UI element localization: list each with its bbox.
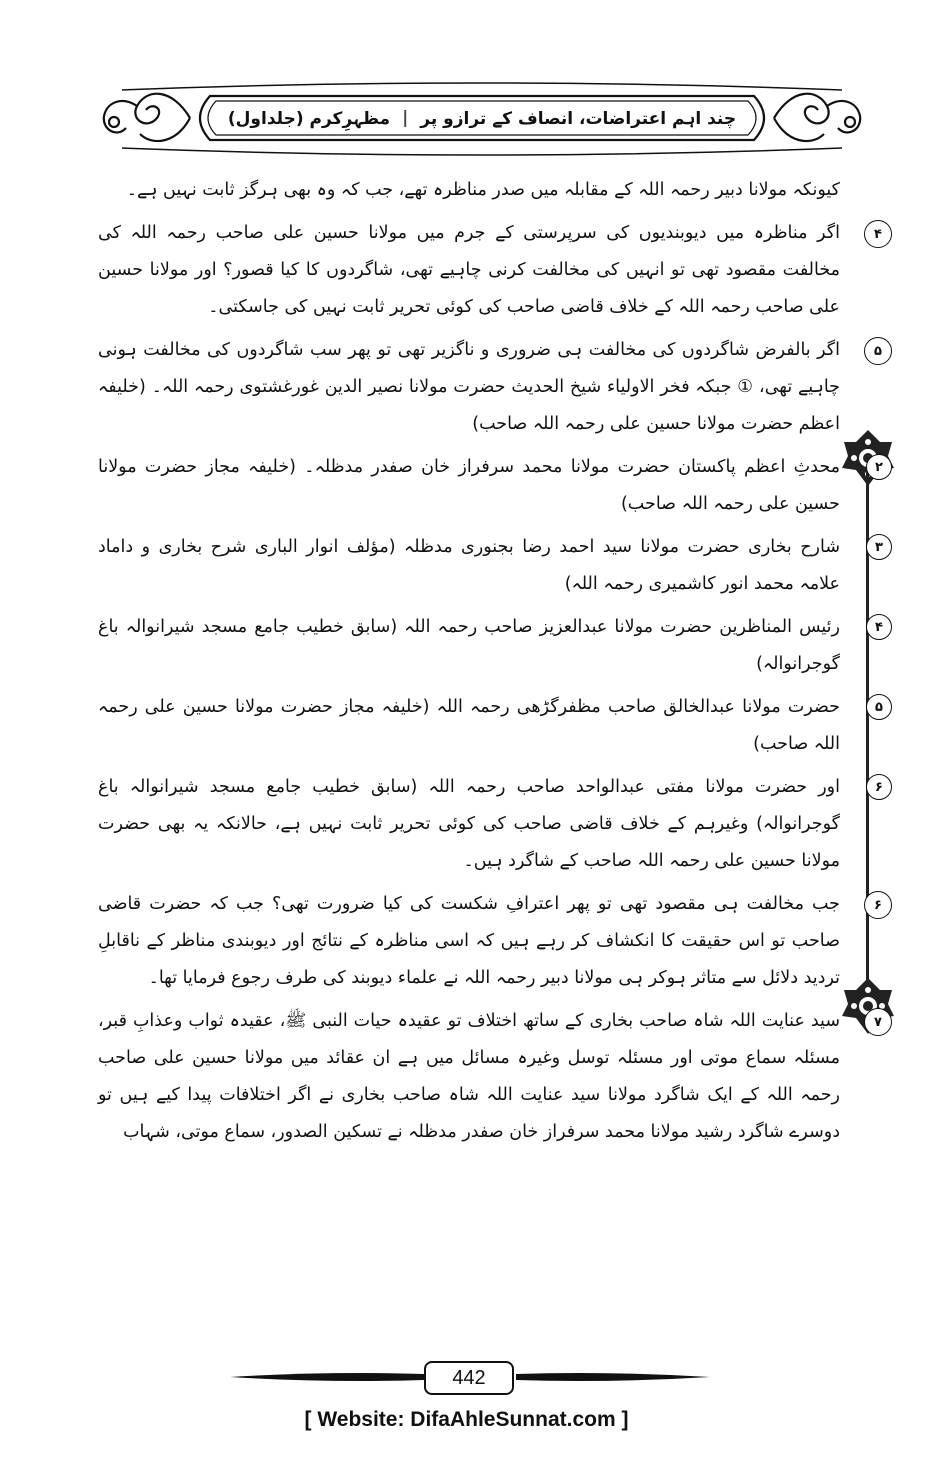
header-title	[212, 100, 752, 136]
numbered-point	[98, 332, 882, 443]
chapter-title: چند اہم اعتراضات، انصاف کے ترازو پر	[420, 108, 737, 129]
paragraph-text: سید عنایت اللہ شاہ صاحب بخاری کے ساتھ اختلاف تو عقیدہ حیات النبی ﷺ، عقیدہ ثواب وعذابِ قبر، مسئلہ سماع موتی اور مسئلہ توسل وغیرہ مسائل میں ہے ان عقائد میں مولانا حسین علی صاحب رحمہ اللہ کے ایک شاگرد مولانا سید عنایت اللہ شاہ صاحب بخاری نے اگر اختلافات پیدا کیے ہیں تو دوسرے شاگرد رشید مولانا محمد سرفراز خان صفدر مدظلہ نے تسکین الصدور، سماع موتی، شہاب	[98, 1011, 840, 1142]
paragraph-text: کیونکہ مولانا دبیر رحمہ اللہ کے مقابلہ میں صدر مناظرہ تھے، جب کہ وہ بھی ہرگز ثابت نہیں ہے۔	[126, 180, 840, 200]
point-number-badge: ۵	[864, 337, 892, 365]
page-body	[98, 172, 883, 1157]
paragraph-text: رئیس المناظرین حضرت مولانا عبدالعزیز صاحب رحمہ اللہ (سابق خطیب جامع مسجد شیرانوالہ باغ گوجرانوالہ)	[98, 617, 840, 674]
numbered-sub-point	[98, 529, 883, 603]
numbered-sub-point	[98, 769, 883, 880]
header-separator: |	[402, 108, 409, 128]
point-number-badge: ۳	[866, 534, 892, 560]
point-number-badge: ۵	[866, 694, 892, 720]
paragraph-text: اور حضرت مولانا مفتی عبدالواحد صاحب رحمہ اللہ (سابق خطیب جامع مسجد شیرانوالہ باغ گوجرانوالہ) وغیرہم کے خلاف قاضی صاحب کی کوئی تحریر ثابت نہیں ہے، حالانکہ یہ بھی حضرت مولانا حسین علی رحمہ اللہ صاحب کے شاگرد ہیں۔	[98, 777, 840, 871]
paragraph-text: اگر بالفرض شاگردوں کی مخالفت ہی ضروری و ناگزیر تھی تو پھر سب شاگردوں کی مخالفت ہونی چاہیے تھی، ① جبکہ فخر الاولیاء شیخ الحدیث حضرت مولانا نصیر الدین غورغشتوی رحمہ اللہ۔ (خلیفہ اعظم حضرت مولانا حسین علی رحمہ اللہ صاحب)	[98, 340, 840, 434]
point-number-badge: ۷	[864, 1008, 892, 1036]
page-header	[92, 78, 872, 160]
numbered-point	[98, 1003, 882, 1151]
paragraph-continuation	[98, 172, 840, 209]
paragraph-text: اگر مناظرہ میں دیوبندیوں کی سرپرستی کے جرم میں مولانا حسین علی صاحب رحمہ اللہ کی مخالفت مقصود تھی تو انہیں کی مخالفت کرنی چاہیے تھی، شاگردوں کا کیا قصور؟ اور مولانا حسین علی صاحب رحمہ اللہ کے خلاف قاضی صاحب کی کوئی تحریر ثابت نہیں کی جاسکتی۔	[98, 223, 840, 317]
numbered-sub-point	[98, 689, 883, 763]
point-number-badge: ۲	[866, 454, 892, 480]
book-title: مظہرِکرم (جلداول)	[227, 108, 391, 129]
paragraph-text: شارح بخاری حضرت مولانا سید احمد رضا بجنوری مدظلہ (مؤلف انوار الباری شرح بخاری و داماد علامہ محمد انور کاشمیری رحمہ اللہ)	[98, 537, 840, 594]
numbered-point	[98, 886, 882, 997]
paragraph-text: حضرت مولانا عبدالخالق صاحب مظفرگڑھی رحمہ اللہ (خلیفہ مجاز حضرت مولانا حسین علی رحمہ اللہ صاحب)	[98, 697, 840, 754]
paragraph-text: جب مخالفت ہی مقصود تھی تو پھر اعترافِ شکست کی کیا ضرورت تھی؟ جب کہ حضرت قاضی صاحب تو اس حقیقت کا انکشاف کر رہے ہیں کہ اسی مناظرہ کے نتائج اور دیوبندی مناظر کے ناقابلِ تردید دلائل سے متاثر ہوکر ہی مولانا دبیر رحمہ اللہ نے علماء دیوبند کی طرف رجوع فرمایا تھا۔	[98, 894, 840, 988]
paragraph-text: محدثِ اعظم پاکستان حضرت مولانا محمد سرفراز خان صفدر مدظلہ۔ (خلیفہ مجاز حضرت مولانا حسین علی رحمہ اللہ صاحب)	[98, 457, 840, 514]
page-number: 442	[424, 1361, 514, 1395]
website-credit: [ Website: DifaAhleSunnat.com ]	[304, 1408, 629, 1431]
numbered-sub-point	[98, 449, 883, 523]
point-number-badge: ۶	[866, 774, 892, 800]
point-number-badge: ۴	[866, 614, 892, 640]
numbered-point	[98, 215, 882, 326]
numbered-sub-point	[98, 609, 883, 683]
point-number-badge: ۴	[864, 220, 892, 248]
point-number-badge: ۶	[864, 891, 892, 919]
